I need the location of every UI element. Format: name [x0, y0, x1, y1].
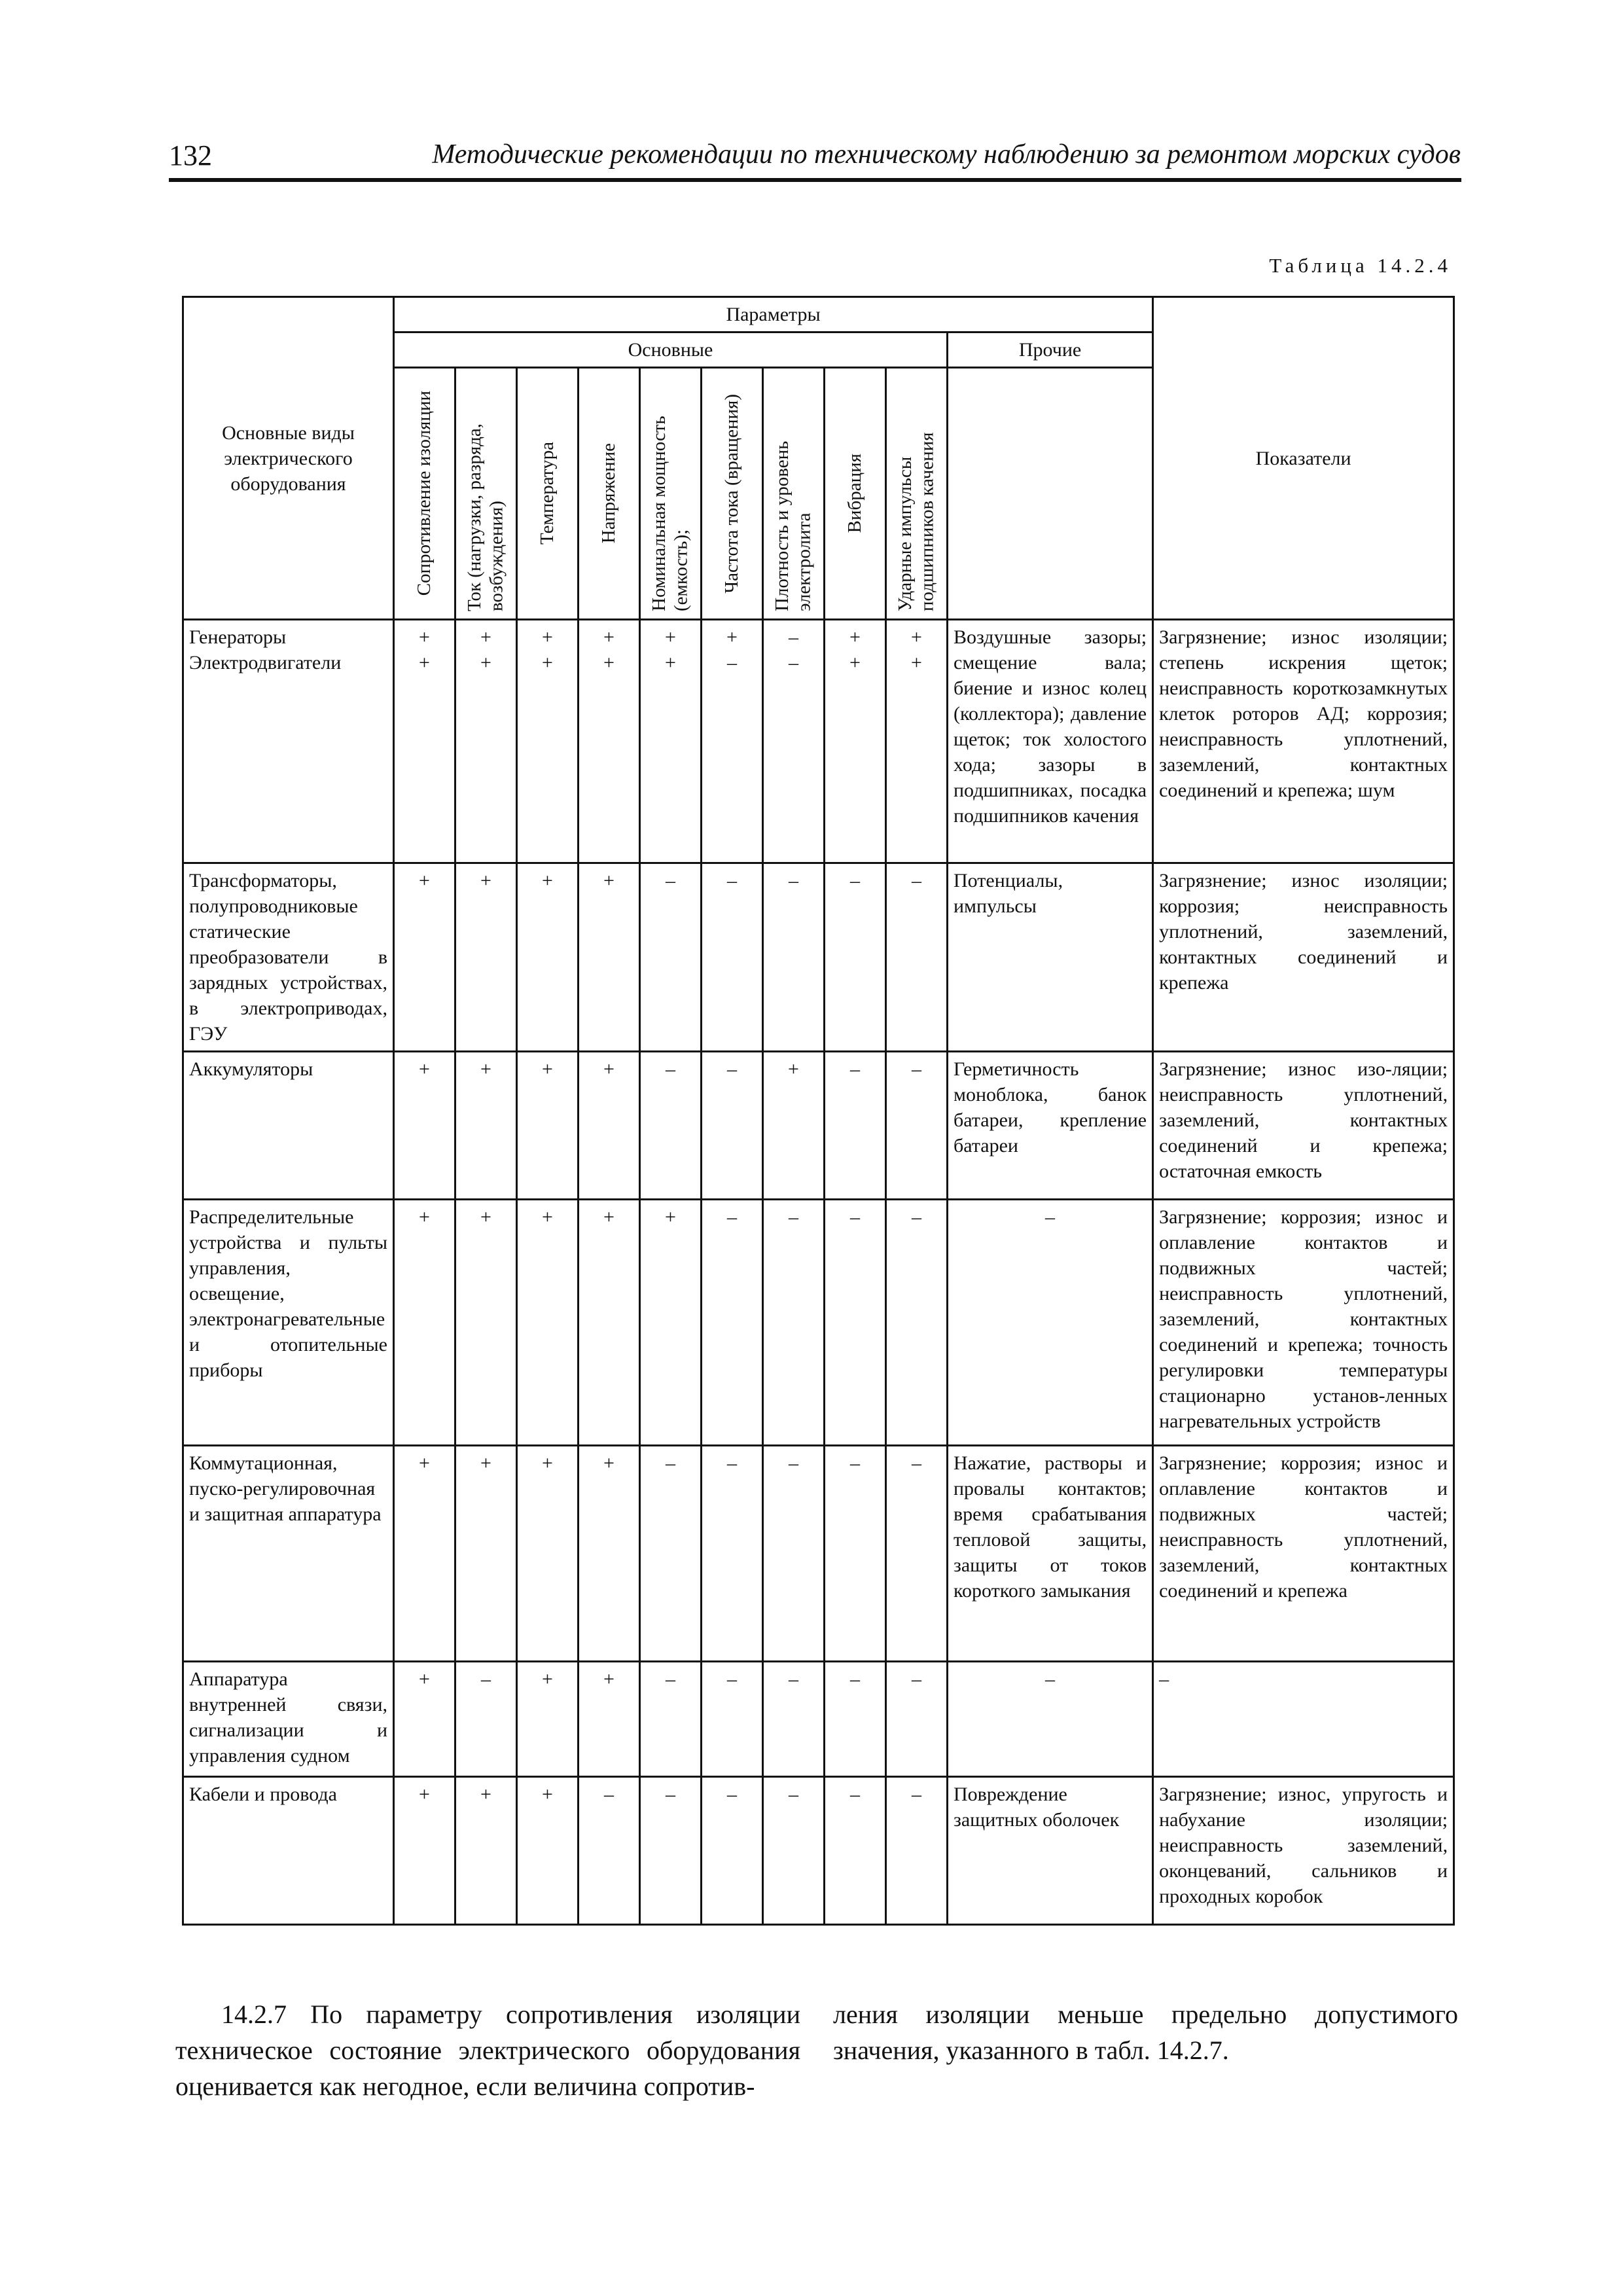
mark-cell: + [455, 1052, 517, 1200]
param-header [640, 368, 702, 620]
mark-cell: + [579, 1446, 640, 1662]
indicators-cell: Загрязнение; износ изоляции; коррозия; неисправность уплотнений, заземлений, контактных соединений и крепежа [1153, 863, 1454, 1052]
body-paragraph-right: ления изоляции меньше предельно допустимого значения, указанного в табл. 14.2.7. [833, 2000, 1458, 2066]
equipment-cell: Аппаратура внутренней связи, сигнализации и управления судном [183, 1662, 394, 1777]
table-row [183, 620, 1454, 863]
other-params-cell: – [948, 1200, 1153, 1446]
indicators-cell: – [1153, 1662, 1454, 1777]
table-row [183, 863, 1454, 1052]
param-header-label: Температура [536, 442, 558, 545]
mark-cell: – [825, 1777, 886, 1925]
param-header-label: Ударные импульсы подшипников качения [895, 432, 938, 611]
mark-cell: – [886, 1777, 948, 1925]
mark-cell: – – [763, 620, 825, 863]
header-rule [169, 178, 1461, 182]
equipment-cell: Распределительные устройства и пульты управления, освещение, электронагревательные и отопительные приборы [183, 1200, 394, 1446]
mark-cell: + [394, 1446, 455, 1662]
header-indicators: Показатели [1153, 297, 1454, 620]
mark-cell: – [886, 1200, 948, 1446]
mark-cell: + [579, 1200, 640, 1446]
mark-cell: + [579, 863, 640, 1052]
param-header-label: Частота тока (вращения) [721, 393, 742, 594]
other-params-cell: – [948, 1662, 1153, 1777]
mark-cell: + [517, 1200, 579, 1446]
mark-cell: – [886, 1662, 948, 1777]
running-title: Методические рекомендации по техническому наблюдению за ремонтом морских судов [432, 139, 1461, 170]
param-header-label: Сопротивление изоляции [413, 391, 435, 596]
mark-cell: + [517, 863, 579, 1052]
mark-cell: + [394, 1052, 455, 1200]
mark-cell: – [886, 863, 948, 1052]
table-row [183, 1446, 1454, 1662]
mark-cell: + [517, 1446, 579, 1662]
other-params-cell: Воздушные зазоры; смещение вала; биение и износ колец (коллектора); давление щеток; ток холостого хода; зазоры в подшипниках, посадка подшипников качения [948, 620, 1153, 863]
param-header-label: Плотность и уровень электролита [772, 440, 815, 611]
other-params-cell: Герметичность моноблока, банок батареи, крепление батареи [948, 1052, 1153, 1200]
param-header [517, 368, 579, 620]
mark-cell: + [640, 1200, 702, 1446]
mark-cell: – [763, 1777, 825, 1925]
equipment-cell: Трансформаторы, полупроводниковые статические преобразователи в зарядных устройствах, в электроприводах, ГЭУ [183, 863, 394, 1052]
param-header [763, 368, 825, 620]
mark-cell: – [640, 1662, 702, 1777]
param-header-label: Вибрация [844, 454, 865, 533]
indicators-cell: Загрязнение; износ изо-ляции; неисправность уплотнений, заземлений, контактных соединений и крепежа; остаточная емкость [1153, 1052, 1454, 1200]
table-row [183, 1052, 1454, 1200]
param-header [825, 368, 886, 620]
param-header [394, 368, 455, 620]
param-header [579, 368, 640, 620]
mark-cell: + [455, 1777, 517, 1925]
mark-cell: – [702, 1200, 763, 1446]
mark-cell: + + [394, 620, 455, 863]
mark-cell: – [702, 1662, 763, 1777]
mark-cell: – [702, 1052, 763, 1200]
mark-cell: – [825, 863, 886, 1052]
mark-cell: + [394, 1777, 455, 1925]
mark-cell: – [886, 1052, 948, 1200]
equipment-cell: Аккумуляторы [183, 1052, 394, 1200]
mark-cell: – [640, 1052, 702, 1200]
mark-cell: + [455, 1446, 517, 1662]
mark-cell: – [702, 863, 763, 1052]
mark-cell: + – [702, 620, 763, 863]
mark-cell: – [825, 1662, 886, 1777]
mark-cell: – [825, 1446, 886, 1662]
mark-cell: + [517, 1777, 579, 1925]
indicators-cell: Загрязнение; коррозия; износ и оплавление контактов и подвижных частей; неисправность уплотнений, заземлений, контактных соединений и крепежа; точность регулировки температуры стационарно установ-ленных нагревательных устройств [1153, 1200, 1454, 1446]
mark-cell: – [640, 1446, 702, 1662]
mark-cell: – [763, 1200, 825, 1446]
param-header-other-empty [948, 368, 1153, 620]
mark-cell: + + [886, 620, 948, 863]
param-header-label: Ток (нагрузки, разряда, возбуждения) [464, 423, 507, 611]
mark-cell: – [640, 1777, 702, 1925]
mark-cell: + [455, 1200, 517, 1446]
mark-cell: + + [825, 620, 886, 863]
mark-cell: – [825, 1200, 886, 1446]
table-caption: Таблица 14.2.4 [1269, 254, 1452, 277]
mark-cell: + [394, 1200, 455, 1446]
mark-cell: – [455, 1662, 517, 1777]
mark-cell: – [763, 1446, 825, 1662]
equipment-cell: Генераторы Электродвигатели [183, 620, 394, 863]
mark-cell: + [394, 1662, 455, 1777]
other-params-cell: Потенциалы, импульсы [948, 863, 1153, 1052]
mark-cell: – [886, 1446, 948, 1662]
param-header-label: Номинальная мощность (емкость); [649, 416, 692, 611]
table-row [183, 1200, 1454, 1446]
mark-cell: – [702, 1446, 763, 1662]
header-parameters: Параметры [394, 297, 1153, 332]
header-equipment: Основные виды электрического оборудования [183, 297, 394, 620]
mark-cell: – [579, 1777, 640, 1925]
other-params-cell: Нажатие, растворы и провалы контактов; время срабатывания тепловой защиты, защиты от токов короткого замыкания [948, 1446, 1153, 1662]
mark-cell: + [579, 1052, 640, 1200]
param-header [702, 368, 763, 620]
indicators-cell: Загрязнение; износ изоляции; степень искрения щеток; неисправность короткозамкнутых клеток роторов АД; коррозия; неисправность уплотнений, заземлений, контактных соединений и крепежа; шум [1153, 620, 1454, 863]
mark-cell: + [517, 1052, 579, 1200]
param-header [455, 368, 517, 620]
equipment-cell: Коммутационная, пуско-регулировочная и защитная аппаратура [183, 1446, 394, 1662]
indicators-cell: Загрязнение; коррозия; износ и оплавление контактов и подвижных частей; неисправность уплотнений, заземлений, контактных соединений и крепежа [1153, 1446, 1454, 1662]
mark-cell: + + [640, 620, 702, 863]
indicators-cell: Загрязнение; износ, упругость и набухание изоляции; неисправность заземлений, оконцеваний, сальников и проходных коробок [1153, 1777, 1454, 1925]
param-header-label: Напряжение [597, 443, 619, 544]
header-other-params: Прочие [948, 332, 1153, 368]
equipment-parameters-table [182, 296, 1455, 1926]
body-paragraph-left: 14.2.7 По параметру сопротивления изоляции техническое состояние электрического оборудования оценивается как негодное, если величина сопротив- [175, 2000, 800, 2102]
table-row [183, 1662, 1454, 1777]
mark-cell: + [763, 1052, 825, 1200]
mark-cell: + [455, 863, 517, 1052]
mark-cell: – [640, 863, 702, 1052]
mark-cell: + + [455, 620, 517, 863]
mark-cell: + [394, 863, 455, 1052]
mark-cell: – [763, 1662, 825, 1777]
mark-cell: – [702, 1777, 763, 1925]
equipment-cell: Кабели и провода [183, 1777, 394, 1925]
mark-cell: + [579, 1662, 640, 1777]
mark-cell: – [825, 1052, 886, 1200]
mark-cell: + + [579, 620, 640, 863]
mark-cell: – [763, 863, 825, 1052]
param-header [886, 368, 948, 620]
other-params-cell: Повреждение защитных оболочек [948, 1777, 1153, 1925]
mark-cell: + [517, 1662, 579, 1777]
header-main-params: Основные [394, 332, 948, 368]
table-row [183, 1777, 1454, 1925]
page-number: 132 [169, 139, 212, 171]
mark-cell: + + [517, 620, 579, 863]
